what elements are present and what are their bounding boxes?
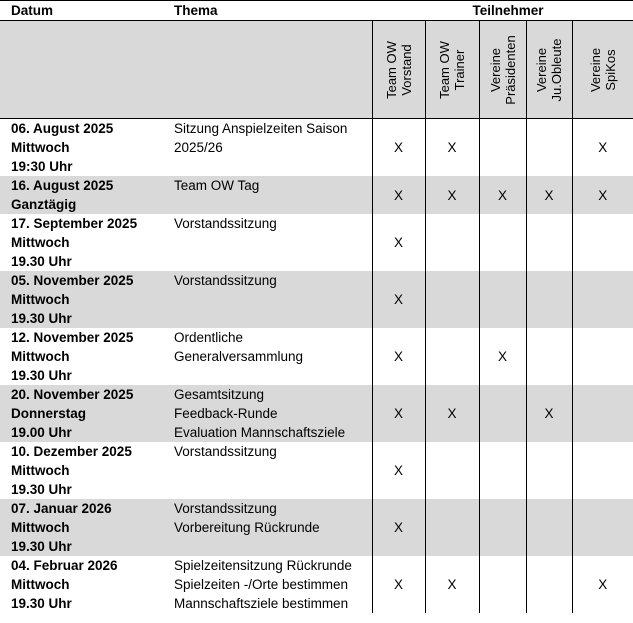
mark-cell bbox=[572, 385, 633, 442]
table-row bbox=[0, 119, 633, 177]
date-header-blank bbox=[0, 21, 163, 119]
date-cell: 12. November 2025 Mittwoch 19.30 Uhr bbox=[11, 330, 134, 383]
date-cell: 20. November 2025 Donnerstag 19.00 Uhr bbox=[0, 385, 163, 442]
date-cell: 04. Februar 2026 Mittwoch 19.30 Uhr bbox=[11, 558, 118, 611]
participants-header: Teilnehmer bbox=[372, 1, 633, 21]
column-header-row bbox=[0, 21, 633, 119]
topic-cell: Team OW Tag bbox=[163, 176, 372, 214]
mark-cell: X bbox=[572, 556, 633, 613]
mark-cell: X bbox=[425, 556, 479, 613]
mark-cell: X bbox=[572, 176, 633, 214]
mark-cell bbox=[479, 271, 526, 328]
mark-cell: X bbox=[479, 176, 526, 214]
mark-cell bbox=[425, 214, 479, 271]
mark-cell: X bbox=[479, 328, 526, 385]
mark-cell: X bbox=[526, 176, 572, 214]
mark-cell bbox=[425, 271, 479, 328]
table-row bbox=[0, 385, 633, 442]
mark-cell: X bbox=[372, 499, 425, 556]
table-row bbox=[0, 328, 633, 385]
mark-cell bbox=[425, 442, 479, 499]
mark-cell bbox=[526, 328, 572, 385]
mark-cell bbox=[526, 214, 572, 271]
mark-cell bbox=[479, 442, 526, 499]
mark-cell bbox=[572, 442, 633, 499]
topic-cell: Spielzeitensitzung Rückrunde Spielzeiten -/Orte bestimmen Mannschaftsziele bestimmen bbox=[174, 558, 352, 611]
column-header-vereine-juobleute: Vereine Ju.Obleute bbox=[526, 21, 572, 119]
topic-header: Thema bbox=[163, 1, 372, 21]
topic-cell: Gesamtsitzung Feedback-Runde Evaluation Mannschaftsziele bbox=[163, 385, 372, 442]
column-header-team-ow-vorstand: Team OW Vorstand bbox=[372, 21, 425, 119]
mark-cell bbox=[425, 499, 479, 556]
date-cell: 07. Januar 2026 Mittwoch 19.30 Uhr bbox=[0, 499, 163, 556]
mark-cell: X bbox=[572, 119, 633, 177]
mark-cell bbox=[526, 556, 572, 613]
table-row bbox=[0, 499, 633, 556]
header-row bbox=[0, 1, 633, 21]
mark-cell bbox=[479, 119, 526, 177]
date-cell: 05. November 2025 Mittwoch 19.30 Uhr bbox=[0, 271, 163, 328]
mark-cell bbox=[526, 499, 572, 556]
mark-cell: X bbox=[526, 385, 572, 442]
mark-cell bbox=[526, 271, 572, 328]
table-row bbox=[0, 556, 633, 613]
mark-cell: X bbox=[372, 214, 425, 271]
mark-cell: X bbox=[425, 385, 479, 442]
mark-cell bbox=[572, 271, 633, 328]
mark-cell bbox=[526, 442, 572, 499]
mark-cell bbox=[479, 385, 526, 442]
topic-cell: Ordentliche Generalversammlung bbox=[174, 330, 304, 364]
date-cell: 16. August 2025 Ganztägig bbox=[0, 176, 163, 214]
column-header-vereine-spikos: Vereine SpiKos bbox=[572, 21, 633, 119]
mark-cell bbox=[572, 214, 633, 271]
date-header: Datum bbox=[0, 1, 163, 21]
topic-cell: Sitzung Anspielzeiten Saison 2025/26 bbox=[174, 121, 348, 155]
topic-cell: Vorstandssitzung bbox=[174, 444, 277, 459]
mark-cell: X bbox=[372, 442, 425, 499]
column-header-team-ow-trainer: Team OW Trainer bbox=[425, 21, 479, 119]
mark-cell bbox=[572, 328, 633, 385]
mark-cell: X bbox=[372, 328, 425, 385]
topic-cell: Vorstandssitzung Vorbereitung Rückrunde bbox=[163, 499, 372, 556]
date-cell: 17. September 2025 Mittwoch 19.30 Uhr bbox=[11, 216, 138, 269]
date-cell: 10. Dezember 2025 Mittwoch 19.30 Uhr bbox=[11, 444, 132, 497]
column-header-vereine-praesidenten: Vereine Präsidenten bbox=[479, 21, 526, 119]
table-row bbox=[0, 271, 633, 328]
topic-cell: Vorstandssitzung bbox=[174, 216, 277, 231]
table-row bbox=[0, 214, 633, 271]
mark-cell: X bbox=[372, 119, 425, 177]
mark-cell: X bbox=[372, 385, 425, 442]
mark-cell: X bbox=[372, 271, 425, 328]
mark-cell bbox=[425, 328, 479, 385]
table-row bbox=[0, 442, 633, 499]
mark-cell: X bbox=[372, 556, 425, 613]
mark-cell bbox=[479, 499, 526, 556]
mark-cell bbox=[526, 119, 572, 177]
mark-cell bbox=[572, 499, 633, 556]
mark-cell bbox=[479, 556, 526, 613]
table-row bbox=[0, 176, 633, 214]
mark-cell: X bbox=[425, 119, 479, 177]
topic-cell: Vorstandssitzung bbox=[163, 271, 372, 328]
mark-cell: X bbox=[425, 176, 479, 214]
mark-cell: X bbox=[372, 176, 425, 214]
date-cell: 06. August 2025 Mittwoch 19:30 Uhr bbox=[11, 121, 114, 174]
topic-header-blank bbox=[163, 21, 372, 119]
mark-cell bbox=[479, 214, 526, 271]
